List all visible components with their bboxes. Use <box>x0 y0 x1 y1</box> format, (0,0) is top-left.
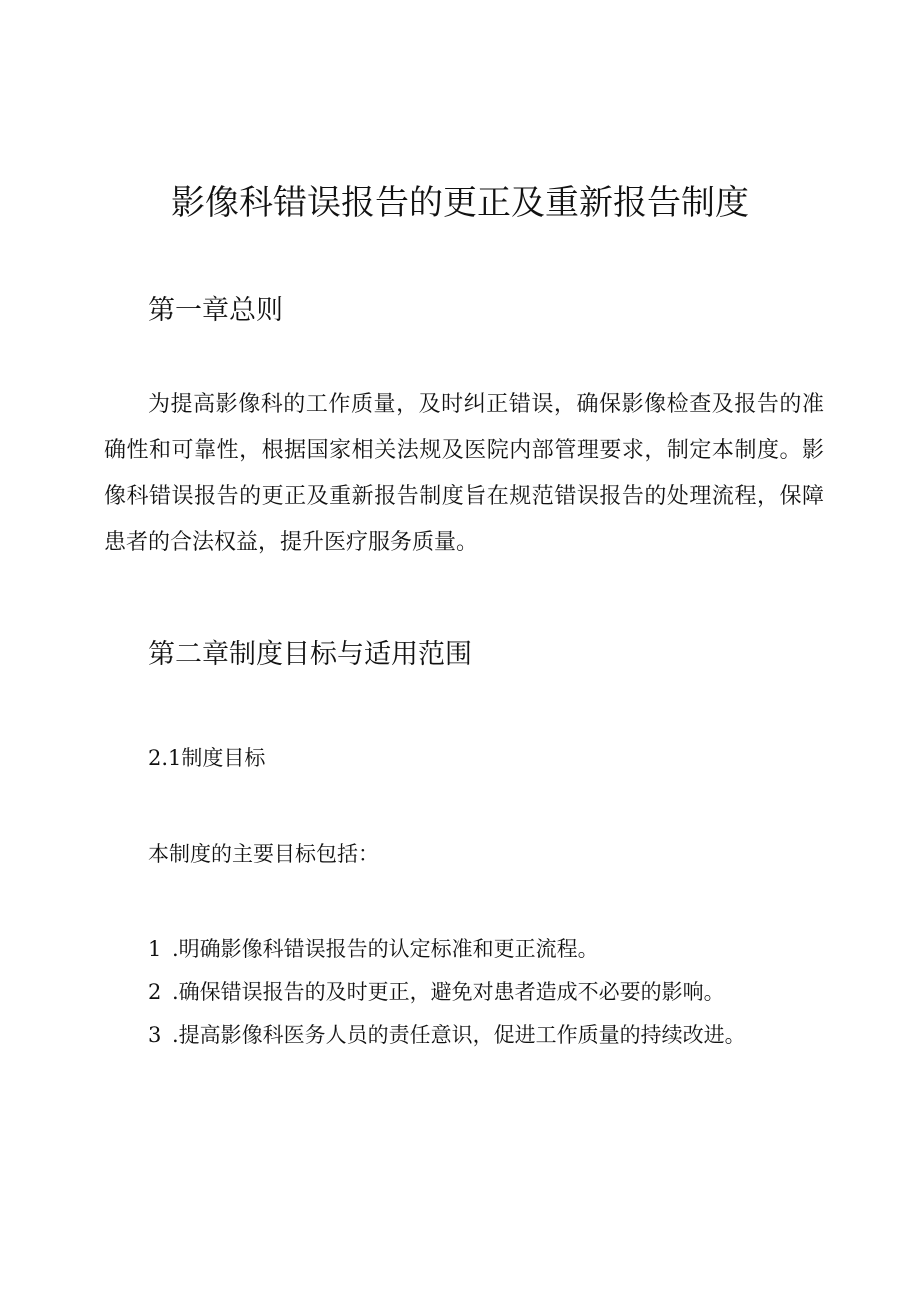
section-2-1-label: 2.1制度目标 <box>148 746 266 770</box>
list-item <box>148 929 746 972</box>
goals-intro: 本制度的主要目标包括： <box>148 842 379 866</box>
document-title: 影像科错误报告的更正及重新报告制度 <box>171 183 749 223</box>
chapter-1-paragraph: 为提高影像科的工作质量，及时纠正错误，确保影像检查及报告的准确性和可靠性，根据国家相关法规及医院内部管理要求，制定本制度。影像科错误报告的更正及重新报告制度旨在规范错误报告的处理流程，保障患者的合法权益，提升医疗服务质量。 <box>104 392 824 555</box>
list-item-text: .明确影像科错误报告的认定标准和更正流程。 <box>172 937 599 961</box>
goals-list <box>148 929 746 1058</box>
chapter-1-heading: 第一章总则 <box>148 295 283 326</box>
list-item-number: 3 <box>148 1023 162 1047</box>
list-item-number: 1 <box>148 937 162 961</box>
list-item-text: .确保错误报告的及时更正，避免对患者造成不必要的影响。 <box>172 980 725 1004</box>
list-item-text: .提高影像科医务人员的责任意识，促进工作质量的持续改进。 <box>172 1023 746 1047</box>
chapter-2-heading: 第二章制度目标与适用范围 <box>148 639 472 670</box>
list-item-number: 2 <box>148 980 162 1004</box>
list-item <box>148 1015 746 1058</box>
list-item <box>148 972 746 1015</box>
